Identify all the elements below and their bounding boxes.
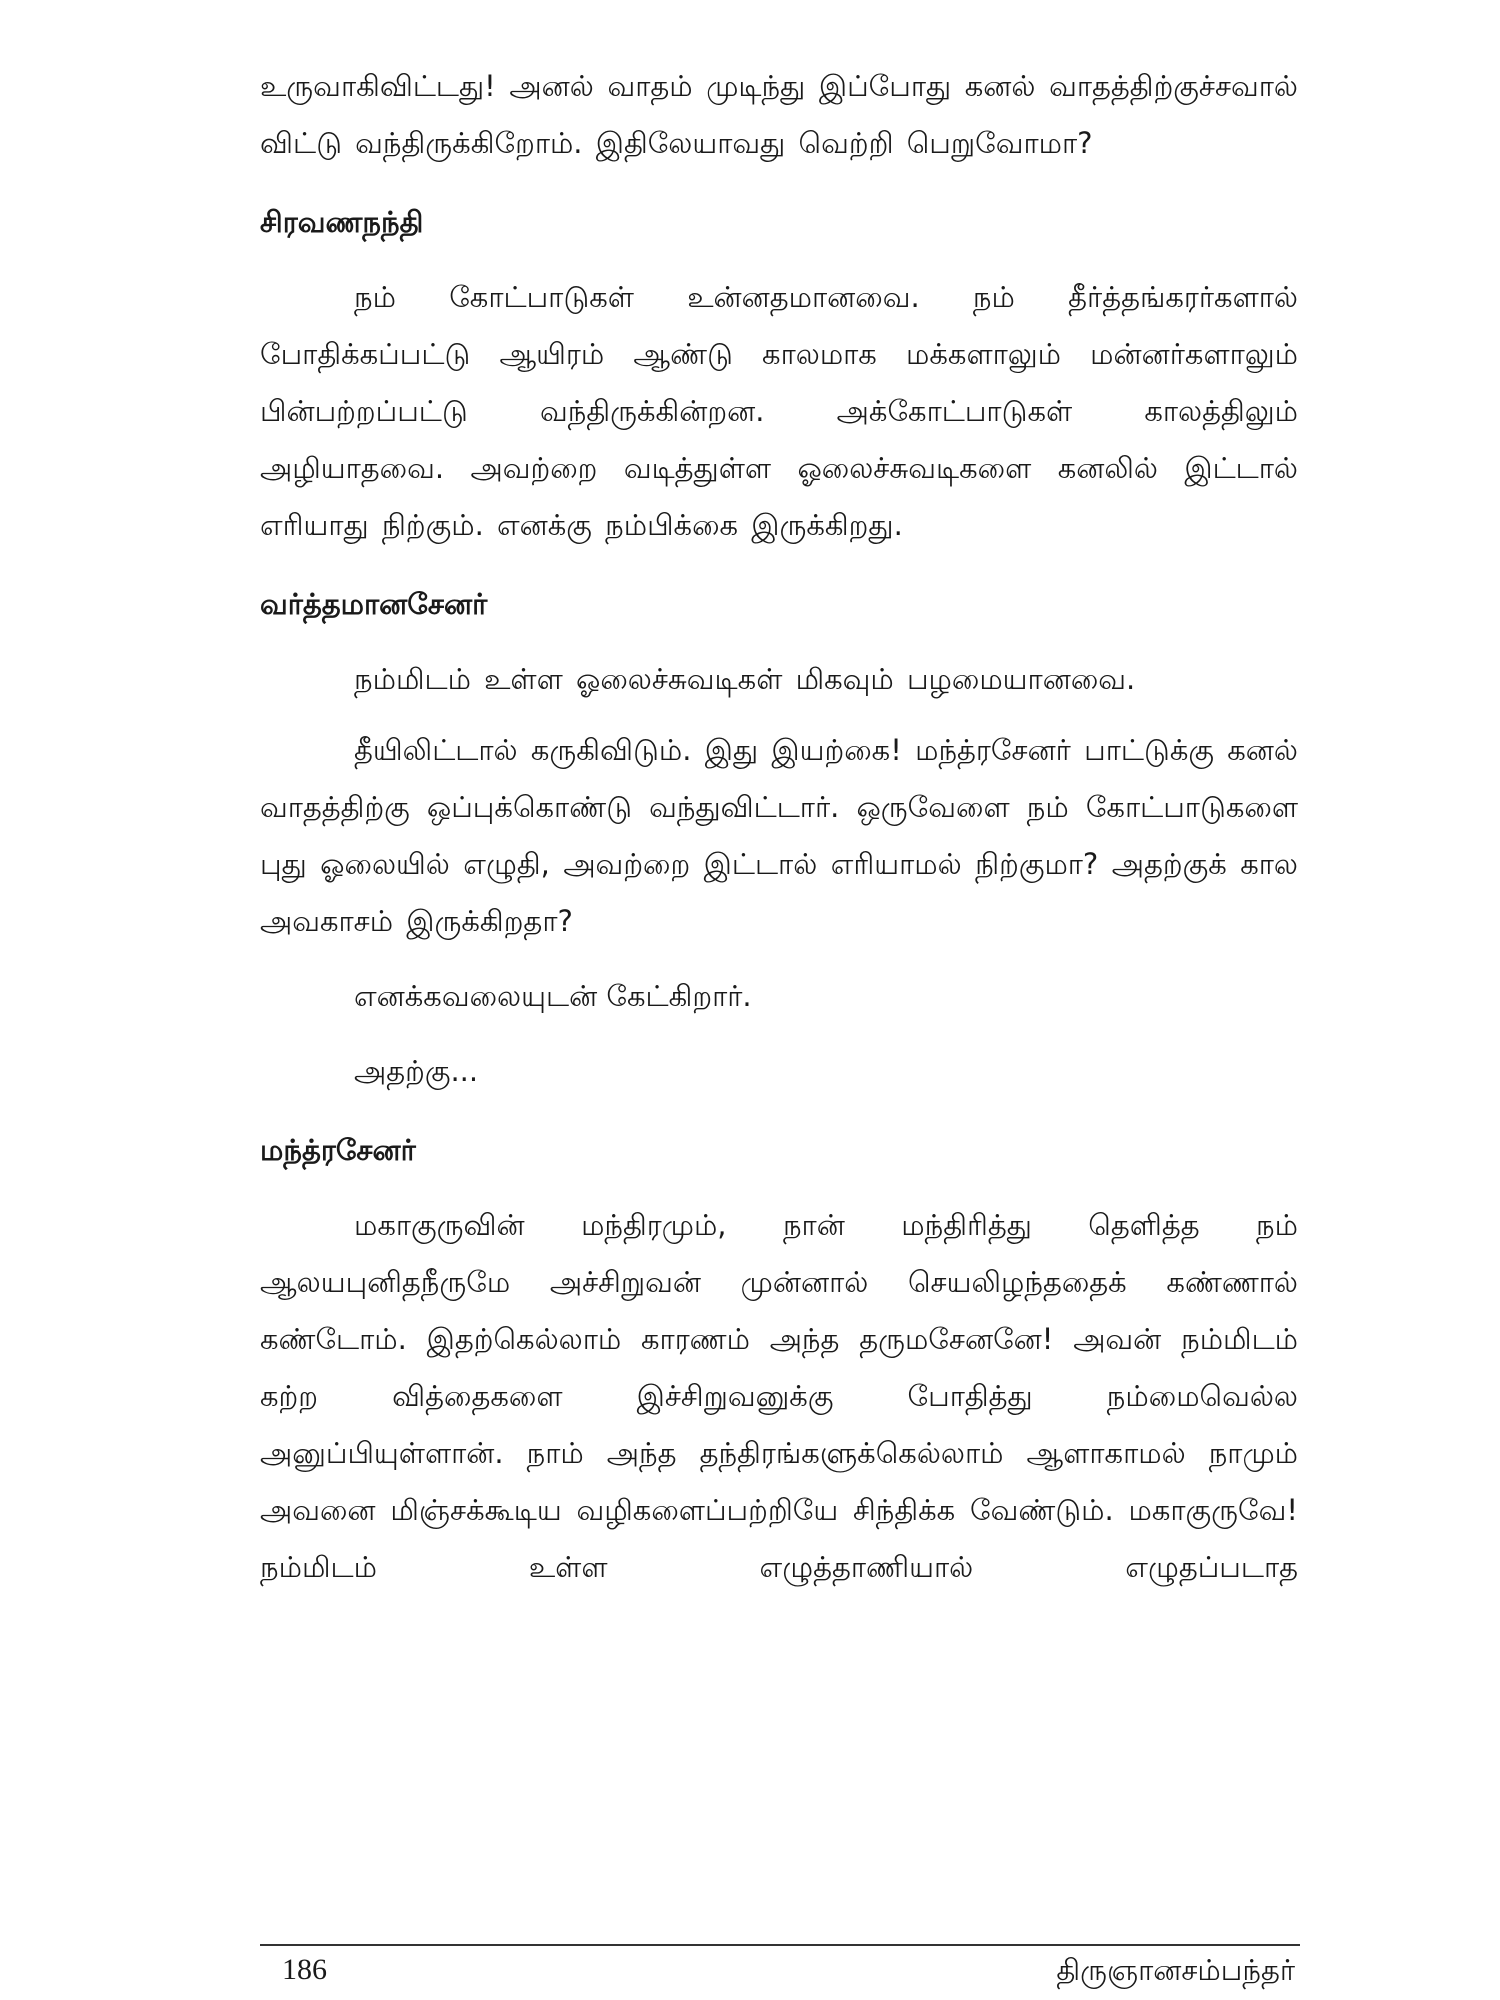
dialogue-paragraph: தீயிலிட்டால் கருகிவிடும். இது இயற்கை! மந்த்ரசேனர் பாட்டுக்கு கனல் வாதத்திற்கு ஒப்புக்கொண்டு வந்துவிட்டார். ஒருவேளை நம் கோட்பாடுகளை புது ஓலையில் எழுதி, அவற்றை இட்டால் எரியாமல் நிற்குமா? அதற்குக் கால அவகாசம் இருக்கிறதா? bbox=[260, 733, 1298, 938]
footer-divider bbox=[260, 1944, 1300, 1946]
dialogue-paragraph: மகாகுருவின் மந்திரமும், நான் மந்திரித்து தெளித்த நம் ஆலயபுனிதநீருமே அச்சிறுவன் முன்னால் செயலிழந்ததைக் கண்ணால் கண்டோம். இதற்கெல்லாம் காரணம் அந்த தருமசேனனே! அவன் நம்மிடம் கற்ற வித்தைகளை இச்சிறுவனுக்கு போதித்து நம்மைவெல்ல அனுப்பியுள்ளான். நாம் அந்த தந்திரங்களுக்கெல்லாம் ஆளாகாமல் நாமும் அவனை மிஞ்சக்கூடிய வழிகளைப்பற்றியே சிந்திக்க வேண்டும். மகாகுருவே!நம்மிடம் உள்ள எழுத்தாணியால் எழுதப்படாத bbox=[260, 1208, 1298, 1584]
speaker-heading: சிரவணநந்தி bbox=[260, 205, 424, 239]
running-footer-title: திருஞானசம்பந்தர் bbox=[1056, 1953, 1295, 1987]
speaker-heading: வர்த்தமானசேனர் bbox=[260, 587, 488, 621]
page-number: 186 bbox=[282, 1953, 327, 1986]
dialogue-paragraph: நம்மிடம் உள்ள ஓலைச்சுவடிகள் மிகவும் பழமையானவை. bbox=[354, 662, 1136, 696]
speaker-heading: மந்த்ரசேனர் bbox=[260, 1133, 416, 1167]
paragraph-continued: உருவாகிவிட்டது! அனல் வாதம் முடிந்து இப்போது கனல் வாதத்திற்குச்சவால் விட்டு வந்திருக்கிறோம். இதிலேயாவது வெற்றி பெறுவோமா? bbox=[260, 69, 1298, 160]
narration-line: எனக்கவலையுடன் கேட்கிறார். bbox=[354, 979, 752, 1013]
page-body bbox=[260, 58, 1298, 1596]
narration-line: அதற்கு... bbox=[354, 1054, 479, 1088]
paragraph-gap bbox=[260, 708, 1298, 722]
dialogue-paragraph: நம் கோட்பாடுகள் உன்னதமானவை. நம் தீர்த்தங்கரர்களால் போதிக்கப்பட்டு ஆயிரம் ஆண்டு காலமாக மக்களாலும் மன்னர்களாலும் பின்பற்றப்பட்டு வந்திருக்கின்றன. அக்கோட்பாடுகள் காலத்திலும் அழியாதவை. அவற்றை வடித்துள்ள ஓலைச்சுவடிகளை கனலில் இட்டால் எரியாது நிற்கும். எனக்கு நம்பிக்கை இருக்கிறது. bbox=[260, 280, 1298, 542]
